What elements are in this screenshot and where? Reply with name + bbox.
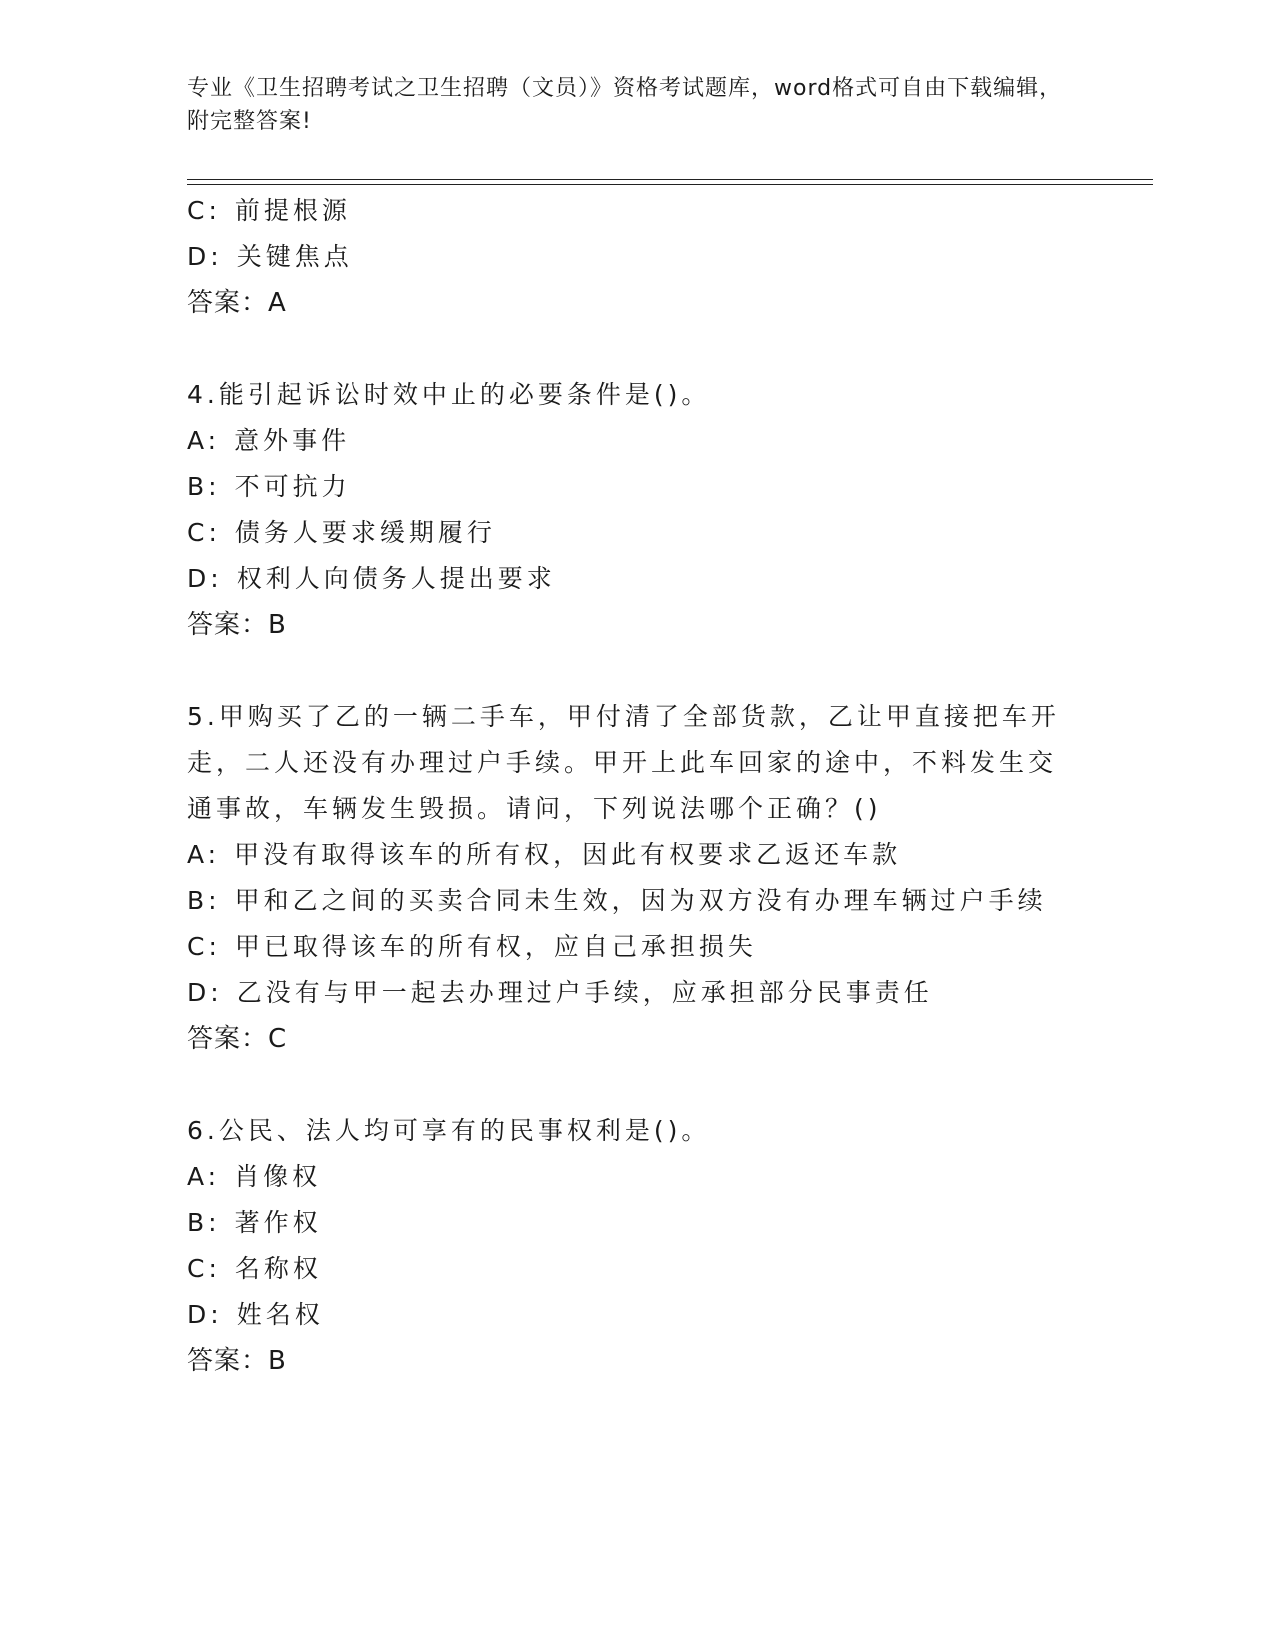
answer-line: 答案：B: [187, 1346, 287, 1376]
option-separator: :: [210, 242, 223, 271]
option-text: 乙没有与甲一起去办理过户手续，应承担部分民事责任: [236, 978, 933, 1007]
document-body: [187, 188, 1067, 1384]
option-c: [187, 1246, 1067, 1292]
option-c: [187, 510, 1067, 556]
option-text: 甲和乙之间的买卖合同未生效，因为双方没有办理车辆过户手续: [234, 886, 1047, 915]
option-letter: B: [187, 472, 209, 501]
option-separator: :: [208, 518, 221, 547]
answer-line: 答案：C: [187, 1024, 288, 1054]
option-letter: D: [187, 564, 211, 593]
option-d: [187, 556, 1067, 602]
option-letter: B: [187, 886, 209, 915]
option-separator: :: [207, 1162, 221, 1191]
option-letter: A: [187, 426, 208, 455]
option-letter: D: [187, 978, 211, 1007]
header-double-rule: [187, 179, 1153, 185]
option-separator: :: [208, 1208, 221, 1237]
option-letter: B: [187, 1208, 209, 1237]
option-text: 甲已取得该车的所有权，应自己承担损失: [234, 932, 757, 961]
option-c: [187, 188, 1067, 234]
option-text: 债务人要求缓期履行: [234, 518, 496, 547]
option-b: [187, 464, 1067, 510]
question-stem-line-3: 通事故，车辆发生毁损。请问，下列说法哪个正确？(): [187, 794, 882, 823]
option-text: 姓名权: [236, 1300, 324, 1329]
option-text: 不可抗力: [234, 472, 351, 501]
option-letter: C: [187, 932, 209, 961]
document-header: [187, 72, 1067, 138]
header-text: 专业《卫生招聘考试之卫生招聘（文员）》资格考试题库，word格式可自由下载编辑，附完整答案!: [187, 76, 1063, 134]
option-text: 权利人向债务人提出要求: [236, 564, 556, 593]
option-separator: :: [210, 978, 223, 1007]
option-separator: :: [208, 472, 221, 501]
option-text: 著作权: [234, 1208, 322, 1237]
option-text: 关键焦点: [236, 242, 353, 271]
option-c: [187, 924, 1067, 970]
option-separator: :: [208, 932, 221, 961]
option-letter: D: [187, 1300, 211, 1329]
option-text: 名称权: [234, 1254, 322, 1283]
option-separator: :: [208, 886, 221, 915]
option-separator: :: [210, 564, 223, 593]
option-a: [187, 832, 1067, 878]
option-separator: :: [208, 196, 221, 225]
question-6: [187, 1108, 1067, 1384]
question-3-continuation: [187, 188, 1067, 326]
option-letter: C: [187, 196, 209, 225]
option-separator: :: [208, 1254, 221, 1283]
option-a: [187, 418, 1067, 464]
option-a: [187, 1154, 1067, 1200]
question-stem-line-1: 5.甲购买了乙的一辆二手车，甲付清了全部货款，乙让甲直接把车开: [187, 702, 1060, 731]
option-d: [187, 970, 1067, 1016]
option-text: 前提根源: [234, 196, 351, 225]
option-letter: A: [187, 840, 208, 869]
option-text: 意外事件: [234, 426, 351, 455]
option-letter: A: [187, 1162, 208, 1191]
option-text: 肖像权: [234, 1162, 322, 1191]
question-5: [187, 694, 1067, 1062]
question-stem: 6.公民、法人均可享有的民事权利是()。: [187, 1116, 711, 1145]
option-letter: D: [187, 242, 211, 271]
option-letter: C: [187, 1254, 209, 1283]
question-4: [187, 372, 1067, 648]
option-separator: :: [210, 1300, 223, 1329]
question-stem: 4.能引起诉讼时效中止的必要条件是()。: [187, 380, 711, 409]
option-d: [187, 234, 1067, 280]
question-stem-line-2: 走，二人还没有办理过户手续。甲开上此车回家的途中，不料发生交: [187, 748, 1058, 777]
option-separator: :: [207, 426, 221, 455]
option-d: [187, 1292, 1067, 1338]
option-letter: C: [187, 518, 209, 547]
answer-line: 答案：B: [187, 610, 287, 640]
option-separator: :: [207, 840, 221, 869]
option-b: [187, 1200, 1067, 1246]
answer-line: 答案：A: [187, 288, 287, 318]
option-b: [187, 878, 1067, 924]
option-text: 甲没有取得该车的所有权，因此有权要求乙返还车款: [234, 840, 902, 869]
